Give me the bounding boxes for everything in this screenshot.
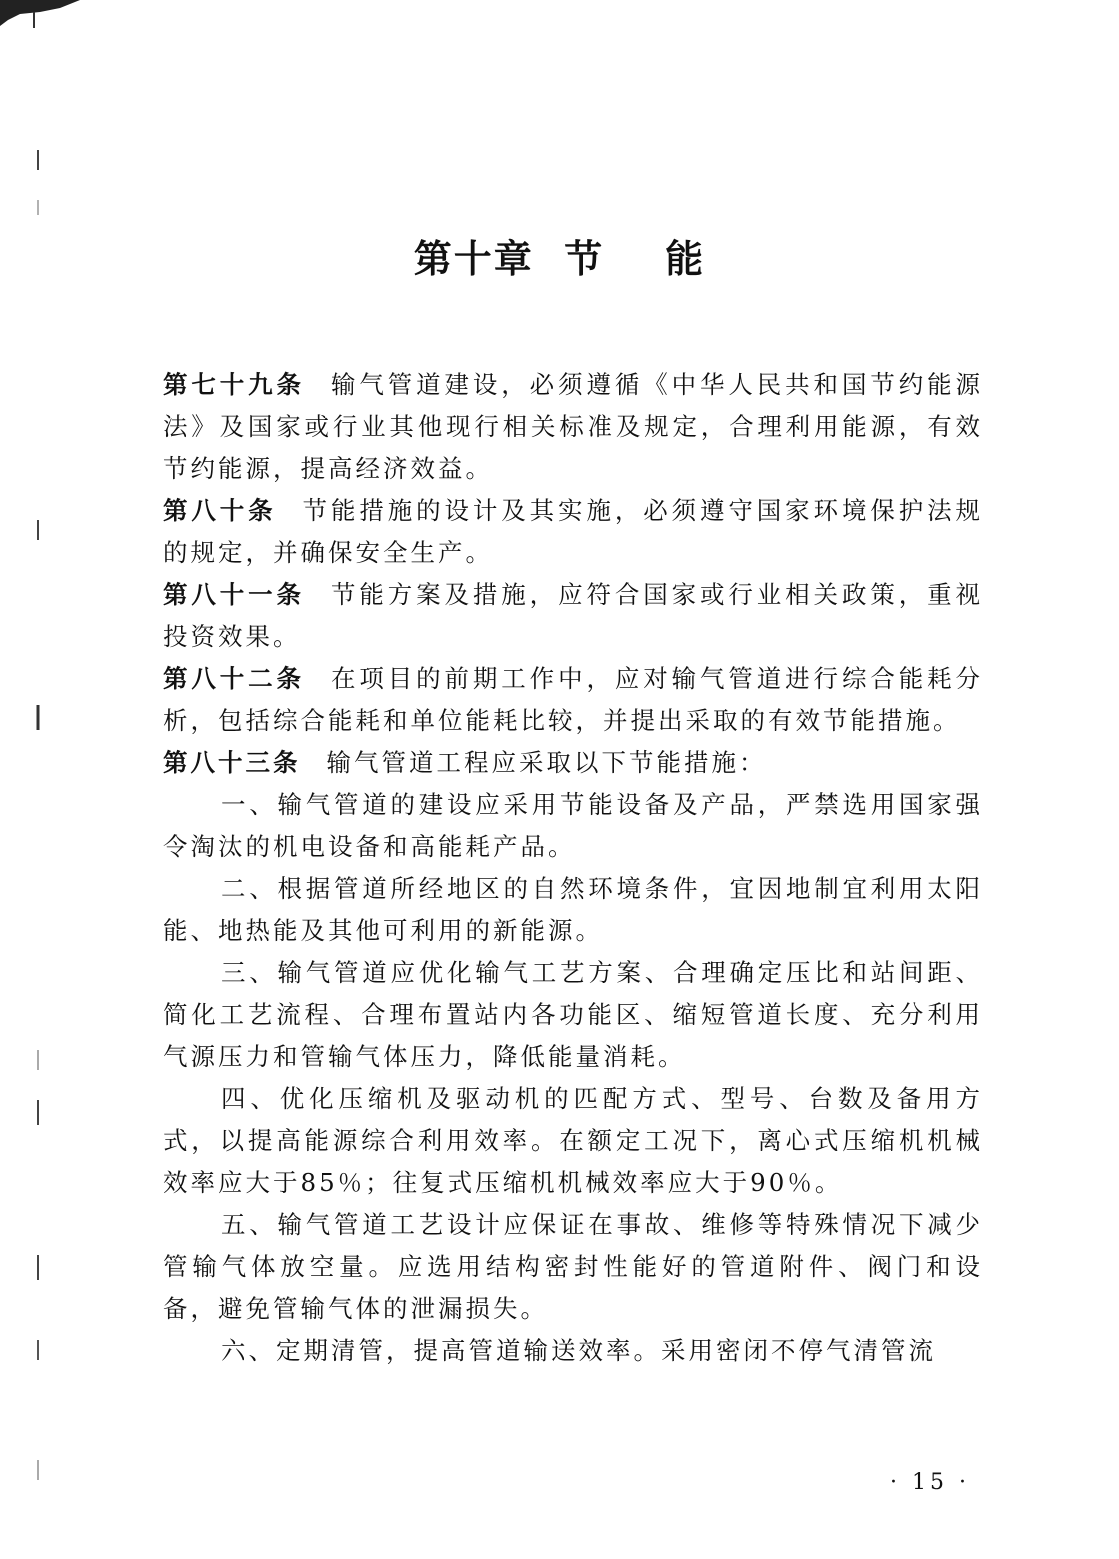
list-item: 二、根据管道所经地区的自然环境条件，宜因地制宜利用太阳能、地热能及其他可利用的新能源。 — [163, 874, 983, 945]
article-label: 第八十二条 — [163, 664, 305, 693]
list-item: 三、输气管道应优化输气工艺方案、合理确定压比和站间距、简化工艺流程、合理布置站内各功能区、缩短管道长度、充分利用气源压力和管输气体压力，降低能量消耗。 — [163, 958, 983, 1071]
article-82 — [163, 658, 983, 742]
article-text: 节能措施的设计及其实施，必须遵守国家环境保护法规的规定，并确保安全生产。 — [163, 496, 984, 567]
page-number: · 15 · — [890, 1470, 970, 1495]
article-80 — [163, 490, 983, 574]
article-label: 第八十条 — [163, 496, 277, 525]
list-item: 四、优化压缩机及驱动机的匹配方式、型号、台数及备用方式，以提高能源综合利用效率。在额定工况下，离心式压缩机机械效率应大于85％；往复式压缩机机械效率应大于90％。 — [163, 1084, 983, 1197]
list-item: 一、输气管道的建设应采用节能设备及产品，严禁选用国家强令淘汰的机电设备和高能耗产品。 — [163, 790, 983, 861]
chapter-title: 第十章 节 能 — [413, 237, 706, 281]
article-label: 第七十九条 — [163, 370, 305, 399]
article-79 — [163, 364, 983, 490]
scan-corner-mark — [0, 0, 90, 30]
article-81 — [163, 574, 983, 658]
list-item: 六、定期清管，提高管道输送效率。采用密闭不停气清管流 — [221, 1336, 936, 1365]
article-text: 输气管道建设，必须遵循《中华人民共和国节约能源法》及国家或行业其他现行相关标准及规定，合理利用能源，有效节约能源，提高经济效益。 — [163, 370, 984, 483]
article-text: 输气管道工程应采取以下节能措施： — [326, 748, 767, 777]
article-83 — [163, 742, 983, 784]
article-label: 第八十三条 — [163, 748, 301, 777]
list-item: 五、输气管道工艺设计应保证在事故、维修等特殊情况下减少管输气体放空量。应选用结构密封性能好的管道附件、阀门和设备，避免管输气体的泄漏损失。 — [163, 1210, 983, 1323]
body-text — [163, 364, 983, 1372]
article-text: 节能方案及措施，应符合国家或行业相关政策，重视投资效果。 — [163, 580, 984, 651]
article-label: 第八十一条 — [163, 580, 305, 609]
article-text: 在项目的前期工作中，应对输气管道进行综合能耗分析，包括综合能耗和单位能耗比较，并提出采取的有效节能措施。 — [163, 664, 984, 735]
